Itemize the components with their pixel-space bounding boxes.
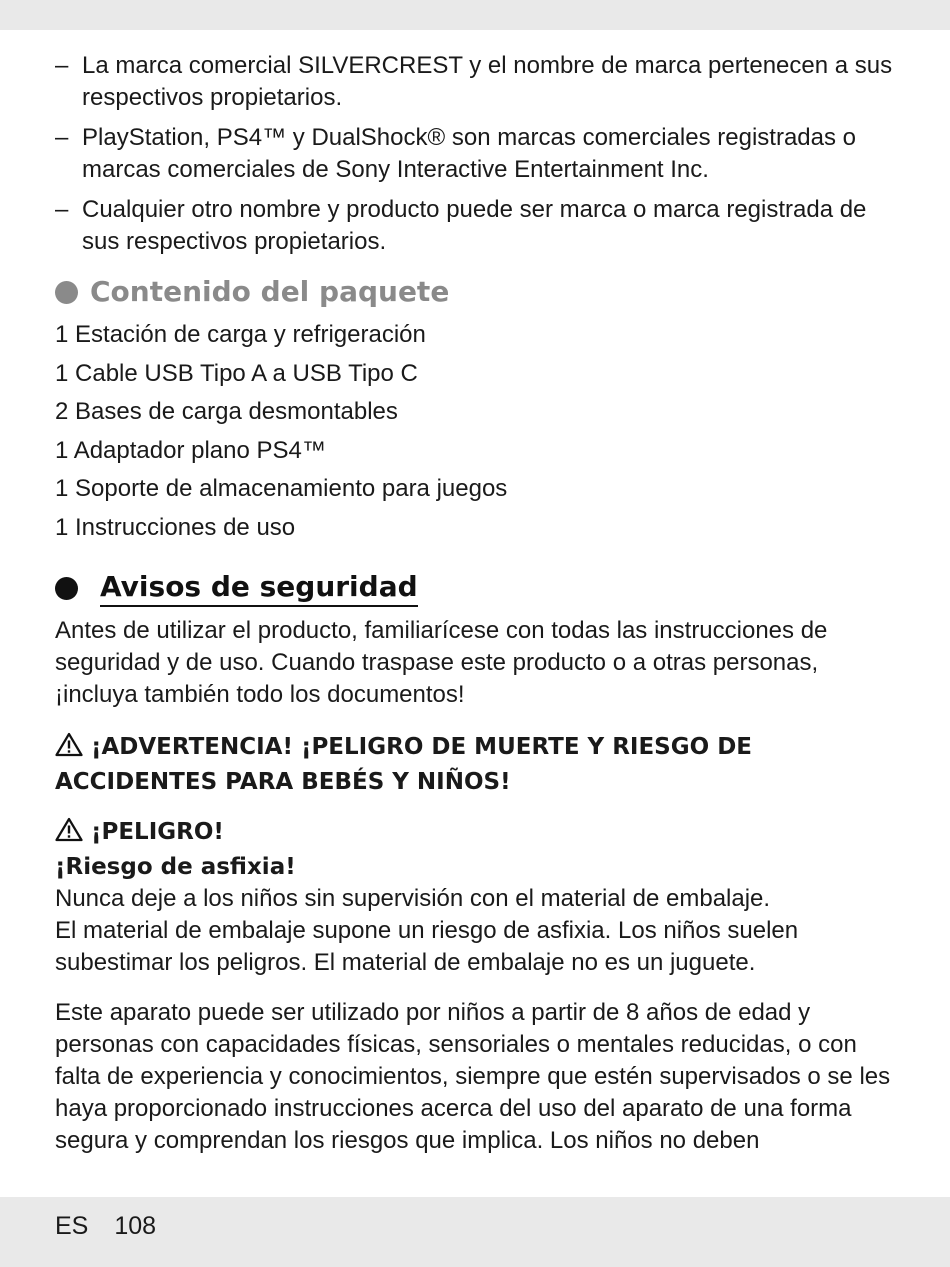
- list-item: 2 Bases de carga desmontables: [55, 398, 398, 425]
- danger-text: El material de embalaje supone un riesgo de asfixia. Los niños suelen subestimar los peligros. El material de embalaje no es un juguete.: [55, 917, 799, 976]
- safety-intro: Antes de utilizar el producto, familiarícese con todas las instrucciones de seguridad y de uso. Cuando traspase este producto o a otras personas, ¡incluya también todo los documentos!: [55, 617, 828, 708]
- safety-heading: [55, 569, 905, 607]
- warning-triangle-icon: [55, 732, 83, 766]
- danger-title-line: [55, 816, 905, 851]
- list-item: 1 Estación de carga y refrigeración: [55, 321, 426, 348]
- danger-notice: [55, 816, 905, 979]
- page-number: 108: [114, 1212, 157, 1240]
- warning-triangle-icon: [55, 817, 83, 851]
- list-item: 1 Cable USB Tipo A a USB Tipo C: [55, 359, 418, 387]
- trademark-list: [55, 50, 905, 258]
- trademark-item: – La marca comercial SILVERCREST y el nombre de marca pertenecen a sus respectivos propietarios.: [55, 50, 905, 114]
- footer-language: ES: [55, 1212, 89, 1240]
- package-contents-list: [55, 316, 905, 547]
- page-footer: [55, 1212, 156, 1241]
- trademark-item: – Cualquier otro nombre y producto puede ser marca o marca registrada de sus respectivos propietarios.: [55, 194, 905, 258]
- section-bullet-icon: [55, 281, 78, 304]
- list-item: 1 Adaptador plano PS4™: [55, 436, 326, 464]
- warning-text: ¡ADVERTENCIA! ¡PELIGRO DE MUERTE Y RIESGO DE ACCIDENTES PARA BEBÉS Y NIÑOS!: [55, 734, 752, 795]
- package-contents-heading: [55, 272, 905, 312]
- danger-text: Nunca deje a los niños sin supervisión con el material de embalaje.: [55, 885, 771, 912]
- safety-title: Avisos de seguridad: [100, 569, 418, 607]
- package-contents-title: Contenido del paquete: [90, 275, 450, 308]
- list-item: 1 Instrucciones de uso: [55, 513, 296, 541]
- trademark-item: – PlayStation, PS4™ y DualShock® son marcas comerciales registradas o marcas comerciales de Sony Interactive Entertainment Inc.: [55, 122, 905, 186]
- page-content: [55, 50, 905, 1157]
- top-margin-band: [0, 0, 950, 30]
- warning-notice: [55, 731, 905, 798]
- usage-paragraph: Este aparato puede ser utilizado por niños a partir de 8 años de edad y personas con capacidades físicas, sensoriales o mentales reducidas, o con falta de experiencia y conocimientos, siempre que estén supervisados o se les haya proporcionado instrucciones acerca del uso del aparato de una forma segura y comprendan los riesgos que implica. Los niños no deben: [55, 999, 891, 1154]
- section-bullet-icon: [55, 577, 78, 600]
- danger-title: ¡PELIGRO!: [91, 819, 224, 845]
- list-item: 1 Soporte de almacenamiento para juegos: [55, 475, 508, 502]
- danger-subtitle: ¡Riesgo de asfixia!: [55, 854, 296, 880]
